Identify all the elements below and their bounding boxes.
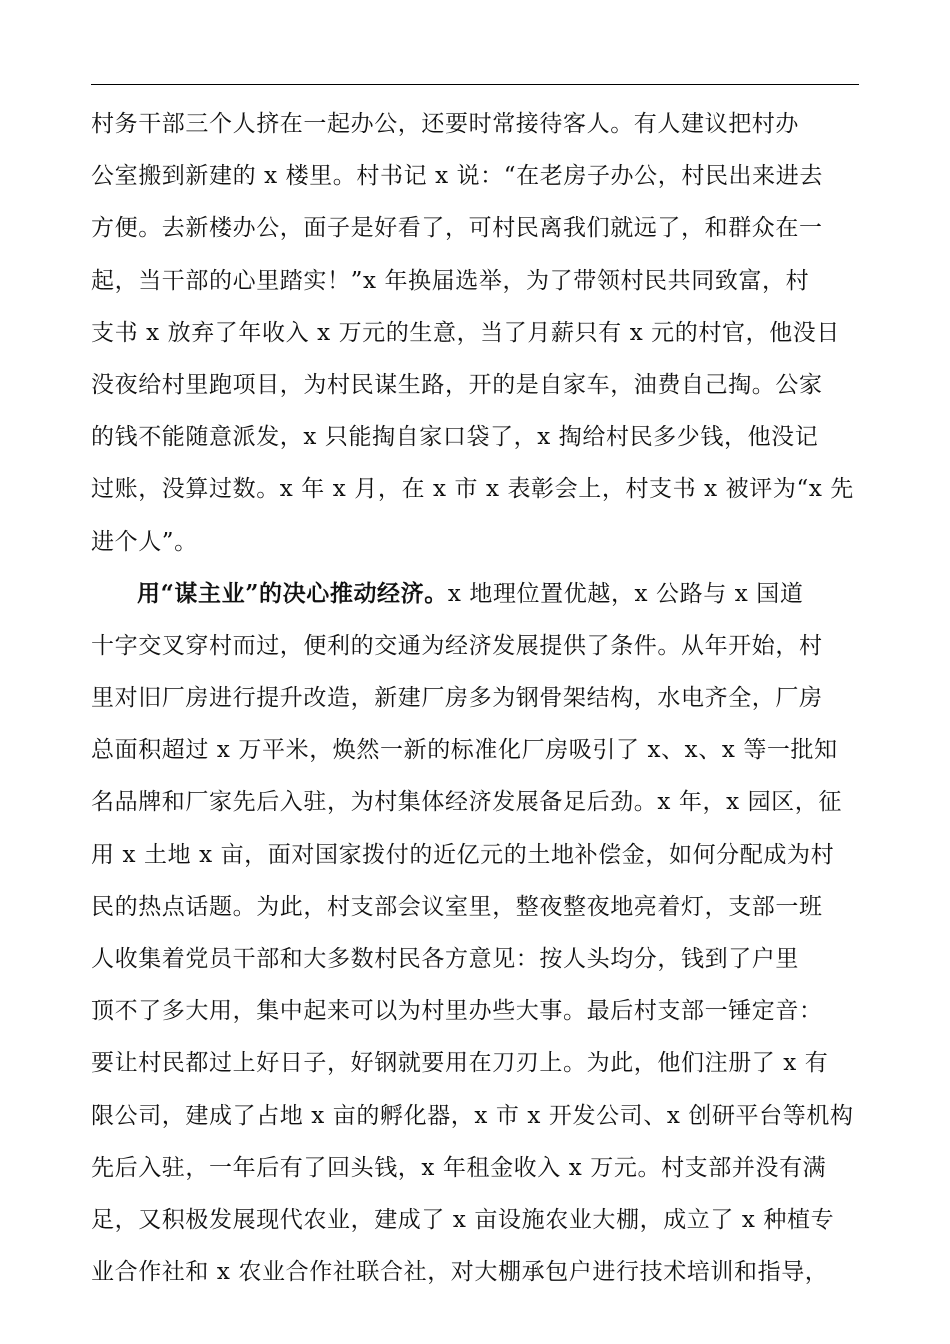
text-line: 先后入驻，一年后有了回头钱，x 年租金收入 x 万元。村支部并没有满 <box>91 1154 827 1181</box>
text-line: 过账，没算过数。x 年 x 月，在 x 市 x 表彰会上，村支书 x 被评为“x 先 <box>91 476 854 503</box>
text-line: 进个人”。 <box>91 528 198 555</box>
text-line: 的钱不能随意派发，x 只能掏自家口袋了，x 掏给村民多少钱，他没记 <box>91 424 819 451</box>
text-line: 要让村民都过上好日子，好钢就要用在刀刃上。为此，他们注册了 x 有 <box>91 1050 829 1077</box>
text-line: 公室搬到新建的 x 楼里。村书记 x 说：“在老房子办公，村民出来进去 <box>91 163 823 190</box>
text-line: 人收集着党员干部和大多数村民各方意见：按人头均分，钱到了户里 <box>91 946 799 972</box>
text-line: 顶不了多大用，集中起来可以为村里办些大事。最后村支部一锤定音： <box>91 998 823 1025</box>
text-line: 支书 x 放弃了年收入 x 万元的生意，当了月薪只有 x 元的村官，他没日 <box>91 319 840 346</box>
header-rule <box>91 84 859 85</box>
text-line: 没夜给村里跑项目，为村民谋生路，开的是自家车，油费自己掏。公家 <box>91 371 823 398</box>
text-line: 里对旧厂房进行提升改造，新建厂房多为钢骨架结构，水电齐全，厂房 <box>91 685 823 712</box>
section-heading: 用“谋主业”的决心推动经济。 <box>137 579 448 607</box>
text-line: 十字交叉穿村而过，便利的交通为经济发展提供了条件。从年开始，村 <box>91 632 823 659</box>
text-line: 村务干部三个人挤在一起办公，还要时常接待客人。有人建议把村办 <box>91 111 799 137</box>
text-line: 名品牌和厂家先后入驻，为村集体经济发展备足后劲。x 年，x 园区，征 <box>91 789 842 816</box>
text-line: 总面积超过 x 万平米，焕然一新的标准化厂房吸引了 x、x、x 等一批知 <box>91 737 838 764</box>
text-line: 业合作社和 x 农业合作社联合社，对大棚承包户进行技术培训和指导， <box>91 1259 829 1286</box>
heading-continuation: x 地理位置优越，x 公路与 x 国道 <box>447 580 804 607</box>
text-line: 限公司，建成了占地 x 亩的孵化器，x 市 x 开发公司、x 创研平台等机构 <box>91 1102 854 1129</box>
text-line: 起，当干部的心里踏实！”x 年换届选举，为了带领村民共同致富，村 <box>91 267 810 294</box>
text-line: 民的热点话题。为此，村支部会议室里，整夜整夜地亮着灯，支部一班 <box>91 893 823 920</box>
paragraph-first-line <box>91 568 859 620</box>
text-line: 用 x 土地 x 亩，面对国家拨付的近亿元的土地补偿金，如何分配成为村 <box>91 841 835 868</box>
body-text <box>91 98 859 1298</box>
text-line: 足，又积极发展现代农业，建成了 x 亩设施农业大棚，成立了 x 种植专 <box>91 1206 835 1233</box>
text-line: 方便。去新楼办公，面子是好看了，可村民离我们就远了，和群众在一 <box>91 215 823 242</box>
